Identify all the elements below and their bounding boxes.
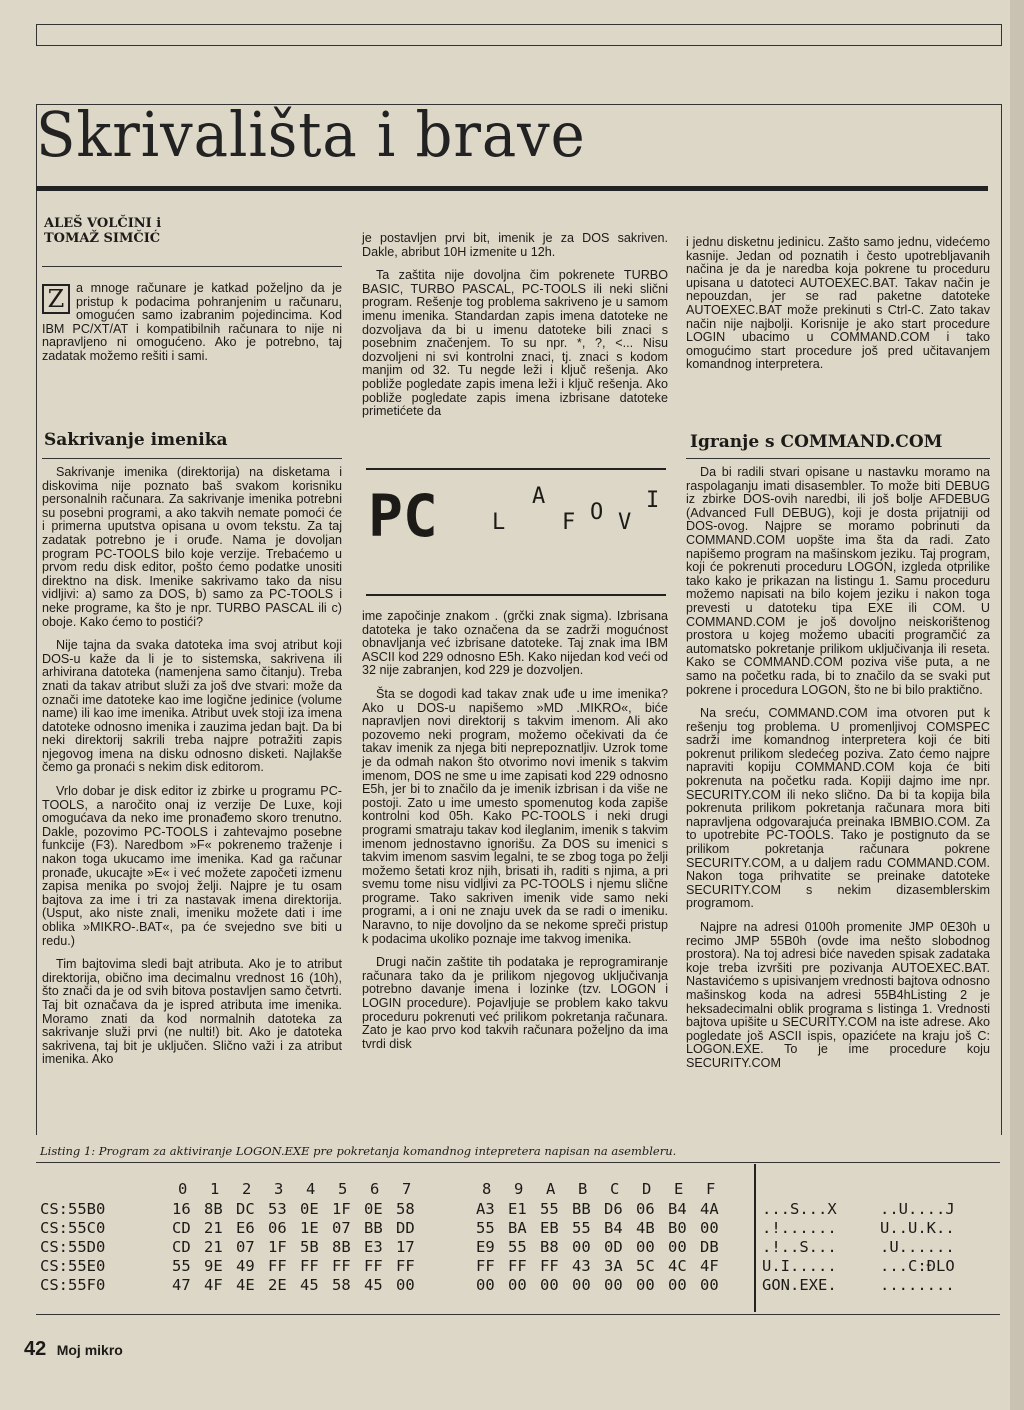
- article-title: Skrivališta i brave: [36, 98, 586, 171]
- subhead-rule-1: [42, 458, 342, 459]
- hex-byte: 00: [636, 1238, 655, 1256]
- hex-byte: 00: [700, 1219, 719, 1237]
- hex-byte: 00: [508, 1276, 527, 1294]
- hex-byte: 07: [332, 1219, 351, 1237]
- hex-byte: FF: [364, 1257, 383, 1275]
- hex-header-cell: 2: [242, 1180, 252, 1198]
- hex-byte: 00: [604, 1276, 623, 1294]
- hex-header-cell: 4: [306, 1180, 316, 1198]
- hex-byte: B8: [540, 1238, 559, 1256]
- hex-byte: 55: [172, 1257, 191, 1275]
- paragraph: Tim bajtovima sledi bajt atributa. Ako je to atribut direktorija, obično ima decimalnu vrednost 16 (10h), što znači da je od svih bitova postavljen samo četvrti. Taj bit označava da je ispred atributa ime imenika. Moramo znati da kod normalnih datoteka za sakrivanje služi prvi (ne nulti!) bit. Ako je datoteka sakrivena, taj bit je uključen. Slično važi i za atribut imenika. Ako: [42, 957, 342, 1067]
- paragraph: Drugi način zaštite tih podataka je reprogramiranje računara tako da je prilikom njegovog uključivanja potrebno davanje imena i lozinke (tzv. LOGON i LOGIN procedure). Pojavljuje se problem kako takvu proceduru pokrenuti već prilikom pokretanja računara. Zato je kao prvo kod takvih računara poželjno da ima tvrdi disk: [362, 955, 668, 1051]
- hex-byte: 0D: [604, 1238, 623, 1256]
- hex-byte: 1E: [300, 1219, 319, 1237]
- hex-byte: 07: [236, 1238, 255, 1256]
- hex-byte: 06: [636, 1200, 655, 1218]
- hex-byte: 21: [204, 1219, 223, 1237]
- hex-byte: 58: [332, 1276, 351, 1294]
- hex-byte: DD: [396, 1219, 415, 1237]
- hex-byte: 1F: [332, 1200, 351, 1218]
- hex-byte: FF: [300, 1257, 319, 1275]
- box-rule-top: [366, 468, 666, 470]
- hex-byte: E1: [508, 1200, 527, 1218]
- column-2-top: [362, 232, 668, 429]
- listing-caption: Listing 1: Program za aktiviranje LOGON.EXE pre pokretanja komandnog intepretera napisan na asembleru.: [40, 1144, 677, 1158]
- paragraph: Sakrivanje imenika (direktorija) na disketama i diskovima nije poznato baš svakom korisniku personalnih računara. Za sakrivanje imenika potrebni su posebni programi, a ako takvih nemate pomoći će i primerna uputstva opisana u ovom tekstu. Za taj zadatak potrebno je i oruđe. Nama je dovoljan program PC-TOOLS bilo koje verzije. Trebaćemo u prvom redu disk editor, pošto ćemo podatke unositi direktno na disk. Imenike sakrivamo tako da nisu vidljivi: a) samo za DOS, b) samo za PC-TOOLS i neke programe, ka što je npr. TURBO PASCAL ili c) oboje. Kako ćemo to postići?: [42, 465, 342, 629]
- paragraph: Na sreću, COMMAND.COM ima otvoren put k rešenju tog problema. U promenljivoj COMSPEC sadrži ime komandnog interpretera koji će biti pokrenut prilikom sledećeg poziva. Zato ćemo najpre napraviti kopiju COMMAND.COM koja će biti pokrenuta na početku rada. Kopiji dajmo ime npr. SECURITY.COM ili neko slično. Da bi ta kopija bila pokrenuta prilikom pokretanja računara mora biti napravljena odgovarajuća preinaka IBMBIO.COM. Za to upotrebite PC-TOOLS. Tako je postignuto da se prilikom pokretanja računara pokrene SECURITY.COM, a u daljem radu COMMAND.COM. Nakon toga prihvatite se preinake datoteke SECURITY.COM s nekim dizasemblerskim programom.: [686, 706, 990, 911]
- paragraph: Da bi radili stvari opisane u nastavku moramo na raspolaganju imati disasembler. To može biti DEBUG iz zbirke DOS-ovih naredbi, ili još bolje AFDEBUG (Advanced Full DEBUG), koji je dosta prijatniji od DOS-ovog. Najpre se moramo pobrinuti da COMMAND.COM uopšte ima šta da radi. Zato napišemo program na mašinskom jeziku. Taj program, koji će pokrenuti proceduru LOGON, izgleda otprilike tako kako je prikazan na listingu 1. Samu proceduru možemo napisati na bilo kojem jeziku i nakon toga prevesti u datoteku tipa EXE ili COM. U COMMAND.COM je još dovoljno neiskorištenog prostora u kojeg možemo ubaciti programčić za automatsko pokretanje prilikom uključivanja ili resetа. Kako se COMMAND.COM poziva više puta, a ne samo na početku rada, bi to značilo da se svaki put pokrene i procedura LOGON, što ne bi bilo praktično.: [686, 465, 990, 697]
- hex-header-cell: F: [706, 1180, 716, 1198]
- hex-byte: 45: [364, 1276, 383, 1294]
- hex-address: CS:55E0: [40, 1257, 106, 1275]
- logo-letter: F: [562, 510, 576, 535]
- authors: [44, 216, 161, 246]
- intro-text: a mnoge računare je katkad poželjno da je pristup k podacima pohranjenim u računaru, omogućen samo izabranim pojedincima. Kod IBM PC/XT/AT i kompatibilnih računara to nije ni napravljeno ni omogućeno. Ako je potrebno, taj zadatak možemo rešiti i sami.: [42, 281, 342, 363]
- hex-header-cell: 1: [210, 1180, 220, 1198]
- box-rule-bottom: [366, 594, 666, 596]
- hex-byte: 00: [636, 1276, 655, 1294]
- hex-byte: DB: [700, 1238, 719, 1256]
- hex-byte: 55: [540, 1200, 559, 1218]
- paragraph: Ta zaštita nije dovoljna čim pokrenete TURBO BASIC, TURBO PASCAL, PC-TOOLS ili neki slični program. Rešenje tog problema sakriveno je u samom imenu imenika. Standardan zapis imena datoteke ne dozvoljava da bi u imenu datoteke bili znaci s posebnim značenjem. To su npr. *, ?, <... Nisu dozvoljeni ni svi kontrolni znaci, tj. znaci s kodom manjim od 32. Tu negde leži i ključ rešenja. Ako pobliže pogledate zapis imena leži i ključ rešenja. Ako pobliže pogledate zapis imena izbrisane datoteke primetićete da: [362, 268, 668, 419]
- hex-byte: D6: [604, 1200, 623, 1218]
- title-rule: [36, 186, 988, 191]
- hex-address: CS:55B0: [40, 1200, 106, 1218]
- hex-byte: 45: [300, 1276, 319, 1294]
- hex-byte: 2E: [268, 1276, 287, 1294]
- hex-byte: 55: [572, 1219, 591, 1237]
- hex-byte: B4: [668, 1200, 687, 1218]
- hex-byte: E9: [476, 1238, 495, 1256]
- hex-byte: 58: [396, 1200, 415, 1218]
- subhead-command: Igranje s COMMAND.COM: [690, 432, 943, 452]
- hex-byte: 17: [396, 1238, 415, 1256]
- hex-byte: 49: [236, 1257, 255, 1275]
- hex-header-cell: 7: [402, 1180, 412, 1198]
- hex-byte: 47: [172, 1276, 191, 1294]
- hex-ascii: U.I.....: [762, 1257, 837, 1275]
- hex-byte: E3: [364, 1238, 383, 1256]
- page-footer: [24, 1338, 123, 1361]
- logo-letter: V: [618, 510, 632, 535]
- hex-byte: 06: [268, 1219, 287, 1237]
- hex-byte: FF: [540, 1257, 559, 1275]
- paragraph: je postavljen prvi bit, imenik je za DOS sakriven. Dakle, abribut 10H izmenite u 12h.: [362, 231, 668, 259]
- hex-byte: 16: [172, 1200, 191, 1218]
- hex-byte: 55: [508, 1238, 527, 1256]
- hex-header-cell: 0: [178, 1180, 188, 1198]
- hex-byte: FF: [476, 1257, 495, 1275]
- hex-byte: 8B: [204, 1200, 223, 1218]
- hex-ascii: ........: [880, 1276, 955, 1294]
- hex-byte: B0: [668, 1219, 687, 1237]
- paragraph: i jednu disketnu jedinicu. Zašto samo jednu, videćemo kasnije. Jedan od poznatih i često upotrebljavanih načina je da je naredba koja pokrene tu proceduru upisana u datoteci AUTOEXEC.BAT. Takav način je nepouzdan, jer se rad paketne datoteke AUTOEXEC.BAT može prekinuti s Ctrl-C. Zato takav način nije najbolji. Korisnije je ako start procedure LOGIN ubacimo u COMMAND.COM i tako omogućimo start procedure još pred učitavanjem komandnog interpretera.: [686, 235, 990, 372]
- hex-byte: 00: [396, 1276, 415, 1294]
- hex-header-cell: 5: [338, 1180, 348, 1198]
- hex-byte: A3: [476, 1200, 495, 1218]
- hex-byte: 4F: [700, 1257, 719, 1275]
- hex-ascii: .!......: [762, 1219, 837, 1237]
- hex-byte: 21: [204, 1238, 223, 1256]
- hex-ascii: GON.EXE.: [762, 1276, 837, 1294]
- hex-byte: 9E: [204, 1257, 223, 1275]
- hex-byte: B4: [604, 1219, 623, 1237]
- hex-ascii: ...S...X: [762, 1200, 837, 1218]
- paragraph: ime započinje znakom . (grčki znak sigma). Izbrisana datoteka je tako označena da se zadrži mogućnost obnavljanja već izbrisane datoteke. Taj znak ima IBM ASCII kod 229 odnosno E5h. Kako nijedan kod veći od 32 nije zabranjen, kod 229 je dozvoljen.: [362, 609, 668, 678]
- hex-byte: 00: [572, 1238, 591, 1256]
- paragraph: Vrlo dobar je disk editor iz zbirke u programu PC-TOOLS, a naročito onaj iz verzije De Luxe, koji omogućava da neko ime pronađemo skoro trenutno. Dakle, pozovimo PC-TOOLS i zahtevajmo posebne funkcije (F3). Naredbom »F« pokrenemo traženje i nakon toga ukucamo ime imenika. Kad ga računar pronađe, ukucajte »E« i već možete započeti izmenu zapisa menika po svojoj želji. Najpre je tu osam bajtova za ime i tri za nastavak imena direktorija. (Usput, ako niste znali, imeniku možete dati i ime oblika »MIKRO-.BAT«, pa će svejedno sve biti u redu.): [42, 784, 342, 948]
- hex-dump-separator: [754, 1164, 756, 1312]
- hex-ascii: ..U....J: [880, 1200, 955, 1218]
- hex-byte: DC: [236, 1200, 255, 1218]
- hex-address: CS:55D0: [40, 1238, 106, 1256]
- hex-byte: 00: [572, 1276, 591, 1294]
- page-number: 42: [24, 1338, 47, 1360]
- hex-header-cell: D: [642, 1180, 652, 1198]
- hex-byte: 53: [268, 1200, 287, 1218]
- hex-byte: BB: [364, 1219, 383, 1237]
- hex-header-cell: 8: [482, 1180, 492, 1198]
- logo-letter: O: [590, 500, 604, 525]
- caption-rule: [36, 1162, 1000, 1163]
- hex-ascii: ...C:ĐLO: [880, 1257, 955, 1275]
- hex-header-cell: C: [610, 1180, 620, 1198]
- paragraph: Najpre na adresi 0100h promenite JMP 0E30h u recimo JMP 55B0h (ovde ima nešto slobodnog prostora). Na toj adresi biće naveden spisak zadataka koje treba izvršiti pre pozivanja AUTOEXEC.BAT. Nastavićemo s upisivanjem vrednosti bajtova odnosno mašinskog koda na adresi 55B4hListing 2 je heksadecimalni oblik programa s listinga 1. Vrednosti bajtova upišite u SECURITY.COM na iste adrese. Ako pogledate još ASCII ispis, opazićete na kraju još C: LOGON.EXE. To je ime procedure koju SECURITY.COM: [686, 920, 990, 1070]
- top-frame: [36, 24, 1002, 46]
- hex-header-cell: 3: [274, 1180, 284, 1198]
- hex-byte: 00: [668, 1238, 687, 1256]
- hex-ascii: .U......: [880, 1238, 955, 1256]
- author-2: TOMAŽ SIMČIĆ: [44, 231, 161, 246]
- hex-header-cell: 6: [370, 1180, 380, 1198]
- hex-byte: 4F: [204, 1276, 223, 1294]
- hex-byte: 5B: [300, 1238, 319, 1256]
- column-2-bottom: [362, 610, 668, 1061]
- hex-byte: 00: [700, 1276, 719, 1294]
- hex-header-cell: A: [546, 1180, 556, 1198]
- hex-byte: BA: [508, 1219, 527, 1237]
- hex-byte: 00: [668, 1276, 687, 1294]
- subhead-sakrivanje: Sakrivanje imenika: [44, 430, 228, 450]
- hex-ascii: U..U.K..: [880, 1219, 955, 1237]
- magazine-name: Moj mikro: [56, 1342, 123, 1358]
- hex-byte: FF: [508, 1257, 527, 1275]
- hex-byte: 4A: [700, 1200, 719, 1218]
- hex-byte: FF: [396, 1257, 415, 1275]
- paragraph: Šta se dogodi kad takav znak uđe u ime imenika? Ako u DOS-u napišemo »MD .MIKRO«, biće napravljen novi direktorij s takvim imenom. Ali ako pozovemo neki program, možemo očekivati da će takav imenik za njega biti neprepoznatljiv. Uzrok tome je da odmah nakon što otvorimo novi imenik s takvim imenom, DOS ne sme u ime zapisati kod 229 odnosno E5h, jer bi to značilo da je imenik izbrisan i da više ne postoji. Zato u ime umesto spomenutog koda zapiše kontrolni kod 05h. Kako PC-TOOLS i neki drugi programi smatraju takav kod ileglanim, imenik s takvim imenom jednostavno ignorišu. Za DOS su imenici s takvim imenom sasvim legalni, te se zbog toga po želji možemo šetati kroz njih, brisati ih, raditi s njima, a pri svemu tome nisu vidljivi za PC-TOOLS i njemu slične programe. Tako sakriven imenik vide samo neki programi, a i oni ne znaju uvek da se radi o imeniku. Naravno, to nije dovoljno da se nekome spreči pristup k podacima ukoliko poznaje ime takvog imenika.: [362, 686, 668, 946]
- hex-byte: 4B: [636, 1219, 655, 1237]
- hex-byte: 00: [476, 1276, 495, 1294]
- authors-rule: [42, 266, 342, 267]
- column-1-body: [42, 466, 342, 1077]
- hex-header-cell: 9: [514, 1180, 524, 1198]
- logo-letter: I: [646, 488, 660, 513]
- subhead-rule-2: [686, 458, 990, 459]
- page-edge: [1010, 0, 1024, 1410]
- column-1-intro: [42, 282, 342, 374]
- paragraph: Nije tajna da svaka datoteka ima svoj atribut koji DOS-u kaže da li je to sistemska, sakrivena ili arhivirana datoteka (namenjena samo čitanju). Treba znati da takav atribut služi za još dve stvari: može da označi ime datoteke kao ime logične jedinice (volume name) ili kao ime imenika. Atribut uvek stoji iza imena datoteke odnosno imenika i zauzima jedan bajt. Da bi neki direktorij sakrili treba najpre potražiti zapis njegovog imena na disku odnosno disketi. Najlakše čemo ga pronaći s nekim disk editorom.: [42, 638, 342, 775]
- pc-lafovi-logo-pc: PC: [368, 482, 438, 550]
- logo-letter: L: [492, 510, 506, 535]
- hex-byte: 4E: [236, 1276, 255, 1294]
- hex-byte: FF: [332, 1257, 351, 1275]
- hex-byte: 5C: [636, 1257, 655, 1275]
- hex-byte: 3A: [604, 1257, 623, 1275]
- hex-byte: EB: [540, 1219, 559, 1237]
- hex-byte: 43: [572, 1257, 591, 1275]
- hex-address: CS:55C0: [40, 1219, 106, 1237]
- logo-letter: A: [532, 484, 546, 509]
- dropcap: Z: [42, 284, 70, 314]
- hex-byte: CD: [172, 1238, 191, 1256]
- hex-byte: 00: [540, 1276, 559, 1294]
- hex-ascii: .!..S...: [762, 1238, 837, 1256]
- intro-paragraph: [42, 282, 342, 364]
- hex-byte: 0E: [364, 1200, 383, 1218]
- hex-byte: 0E: [300, 1200, 319, 1218]
- column-3-body: [686, 466, 990, 1081]
- column-3-top: [686, 236, 990, 382]
- hex-byte: 55: [476, 1219, 495, 1237]
- hex-byte: CD: [172, 1219, 191, 1237]
- hex-byte: 1F: [268, 1238, 287, 1256]
- hex-byte: FF: [268, 1257, 287, 1275]
- hex-byte: E6: [236, 1219, 255, 1237]
- hex-byte: 8B: [332, 1238, 351, 1256]
- hex-byte: 4C: [668, 1257, 687, 1275]
- hex-header-cell: B: [578, 1180, 588, 1198]
- hex-header-cell: E: [674, 1180, 684, 1198]
- author-1: ALEŠ VOLČINI i: [44, 216, 162, 231]
- hex-address: CS:55F0: [40, 1276, 106, 1294]
- hex-byte: BB: [572, 1200, 591, 1218]
